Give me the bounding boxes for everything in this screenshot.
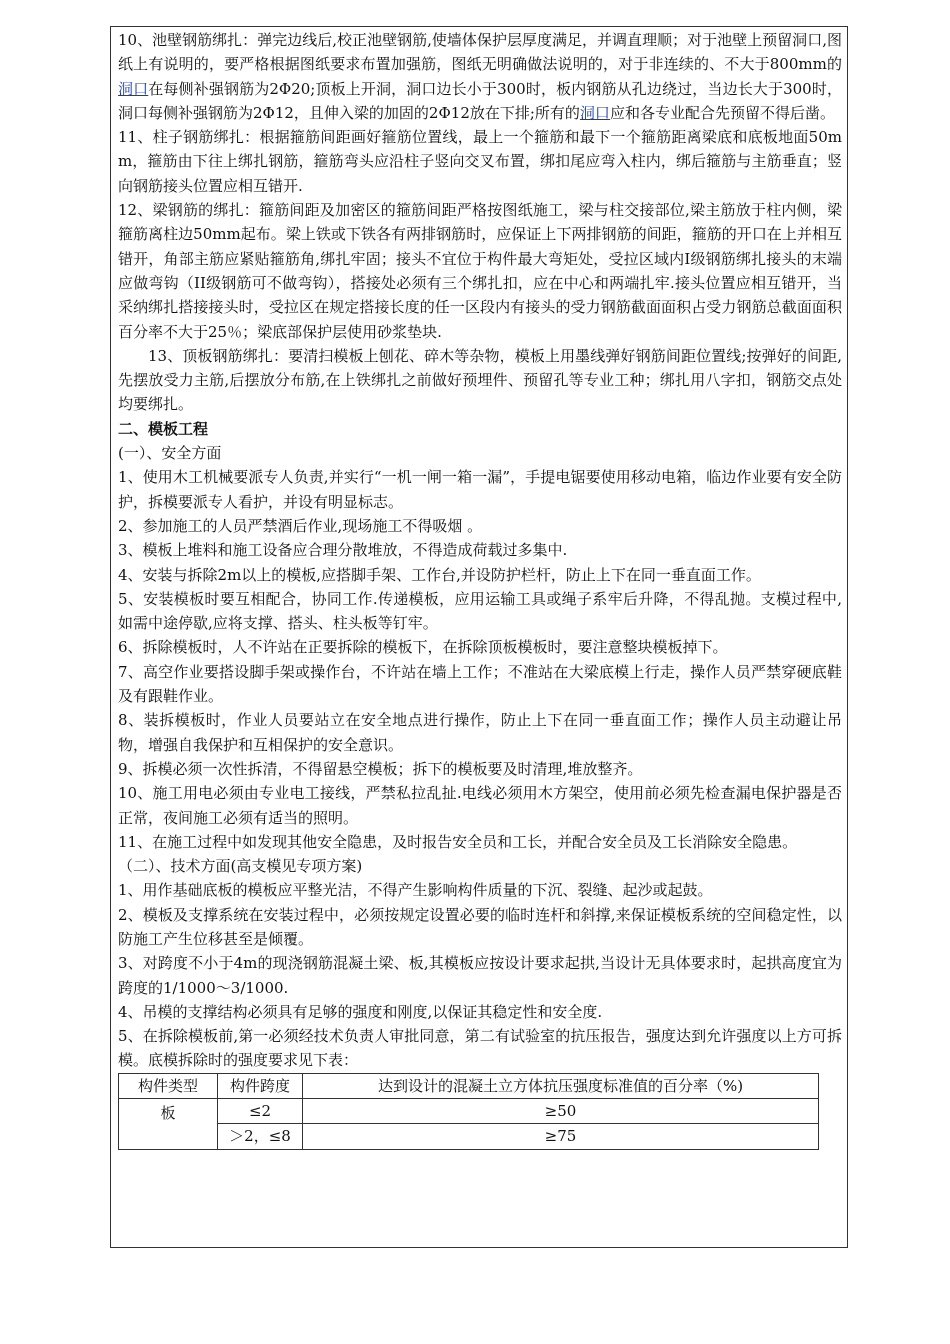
paragraph-10-text-b: 在每侧补强钢筋为2Φ20;顶板上开洞，洞口边长小于300时，板内钢筋从孔边绕过，当边长大于300时，洞口每侧补强钢筋为2Φ12，且伸入梁的加固的2Φ12放在下排;所有的 (118, 79, 842, 122)
cell-member-type: 板 (119, 1099, 218, 1150)
tech-item: 3、对跨度不小于4m的现浇钢筋混凝土梁、板,其模板应按设计要求起拱,当设计无具体要求时，起拱高度宜为跨度的1/1000～3/1000. (118, 954, 842, 997)
paragraph-13: 13、顶板钢筋绑扎：要清扫模板上刨花、碎木等杂物，模板上用墨线弹好钢筋间距位置线;按弹好的间距,先摆放受力主筋,后摆放分布筋,在上铁绑扎之前做好预埋件、预留孔等专业工种；绑扎用八字扣，钢筋交点处均要绑扎。 (118, 346, 842, 414)
header-member-type: 构件类型 (119, 1073, 218, 1098)
document-body (118, 28, 842, 1150)
tech-item: 4、吊模的支撑结构必须具有足够的强度和刚度,以保证其稳定性和安全度. (118, 1002, 603, 1021)
hole-link-1[interactable]: 洞口 (118, 79, 149, 98)
tech-item: 2、模板及支撑系统在安装过程中，必须按规定设置必要的临时连杆和斜撑,来保证模板系统的空间稳定性，以防施工产生位移甚至是倾覆。 (118, 905, 842, 948)
table-header-row (119, 1073, 819, 1098)
tech-item: 5、在拆除模板前,第一必须经技术负责人审批同意，第二有试验室的抗压报告，强度达到允许强度以上方可拆模。底模拆除时的强度要求见下表： (118, 1027, 842, 1070)
paragraph-10 (118, 28, 842, 125)
strength-table (118, 1073, 819, 1150)
safety-item: 5、安装模板时要互相配合，协同工作.传递模板，应用运输工具或绳子系牢后升降，不得乱抛。支模过程中,如需中途停歇,应将支撑、搭头、柱头板等钉牢。 (118, 589, 842, 633)
section-title-formwork: 二、模板工程 (118, 419, 209, 438)
tech-item: 1、用作基础底板的模板应平整光洁，不得产生影响构件质量的下沉、裂缝、起沙或起鼓。 (118, 881, 713, 900)
tech-heading: （二）、技术方面(高支模见专项方案) (118, 857, 363, 876)
safety-item: 11、在施工过程中如发现其他安全隐患，及时报告安全员和工长，并配合安全员及工长消除安全隐患。 (118, 832, 798, 851)
safety-item: 8、装拆模板时，作业人员要站立在安全地点进行操作，防止上下在同一垂直面工作；操作人员主动避让吊物，增强自我保护和互相保护的安全意识。 (118, 711, 842, 754)
safety-item: 10、施工用电必须由专业电工接线，严禁私拉乱扯.电线必须用木方架空，使用前必须先检查漏电保护器是否正常，夜间施工必须有适当的照明。 (118, 784, 842, 827)
cell-percent: ≥50 (303, 1099, 819, 1124)
header-member-span: 构件跨度 (218, 1073, 303, 1098)
cell-percent: ≥75 (303, 1124, 819, 1149)
safety-item: 4、安装与拆除2m以上的模板,应搭脚手架、工作台,并设防护栏杆，防止上下在同一垂直面工作。 (118, 565, 761, 584)
paragraph-11: 11、柱子钢筋绑扎：根据箍筋间距画好箍筋位置线，最上一个箍筋和最下一个箍筋距离梁底和底板地面50mm，箍筋由下往上绑扎钢筋，箍筋弯头应沿柱子竖向交叉布置，绑扣尾应弯入柱内，绑后箍筋与主筋垂直；竖向钢筋接头位置应相互错开. (118, 128, 842, 195)
hole-link-2[interactable]: 洞口 (579, 103, 610, 122)
safety-item: 9、拆模必须一次性拆清，不得留悬空模板；拆下的模板要及时清理,堆放整齐。 (118, 759, 643, 778)
safety-item: 7、高空作业要搭设脚手架或操作台，不许站在墙上工作；不准站在大梁底模上行走，操作人员严禁穿硬底鞋及有跟鞋作业。 (118, 662, 842, 706)
safety-item: 6、拆除模板时，人不许站在正要拆除的模板下，在拆除顶板模板时，要注意整块模板掉下。 (118, 638, 728, 657)
cell-span: ＞2，≤8 (218, 1124, 303, 1149)
safety-item: 2、参加施工的人员严禁酒后作业,现场施工不得吸烟 。 (118, 516, 483, 535)
cell-span: ≤2 (218, 1099, 303, 1124)
paragraph-12: 12、梁钢筋的绑扎：箍筋间距及加密区的箍筋间距严格按图纸施工，梁与柱交接部位,梁主筋放于柱内侧，梁箍筋离柱边50mm起布。梁上铁或下铁各有两排钢筋时，应保证上下两排钢筋的间距，箍筋的开口在上并相互错开，角部主筋应紧贴箍筋角,绑扎牢固；接头不宜位于构件最大弯矩处，受拉区域内I级钢筋绑扎接头的末端应做弯钩（II级钢筋可不做弯钩），搭接处必须有三个绑扎扣，应在中心和两端扎牢.接头位置应相互错开，当采纳绑扎搭接接头时，受拉区在规定搭接长度的任一区段内有接头的受力钢筋截面面积占受力钢筋总截面面积百分率不大于25％；梁底部保护层使用砂浆垫块. (118, 201, 842, 341)
table-row (119, 1099, 819, 1124)
table-row (119, 1124, 819, 1149)
paragraph-10-text-a: 10、池壁钢筋绑扎：弹完边线后,校正池壁钢筋,使墙体保护层厚度满足，并调直理顺；对于池壁上预留洞口,图纸上有说明的，要严格根据图纸要求布置加强筋，图纸无明确做法说明的，对于非连续的、不大于800mm的 (118, 31, 842, 74)
paragraph-10-text-c: 应和各专业配合先预留不得后凿。 (609, 103, 835, 122)
safety-heading: (一）、安全方面 (118, 444, 222, 463)
safety-item: 1、使用木工机械要派专人负责,并实行“一机一闸一箱一漏”，手提电锯要使用移动电箱，临边作业要有安全防护，拆模要派专人看护，并设有明显标志。 (118, 468, 842, 511)
safety-item: 3、模板上堆料和施工设备应合理分散堆放，不得造成荷载过多集中. (118, 541, 568, 560)
header-strength-percent: 达到设计的混凝土立方体抗压强度标准值的百分率（%) (303, 1073, 819, 1098)
